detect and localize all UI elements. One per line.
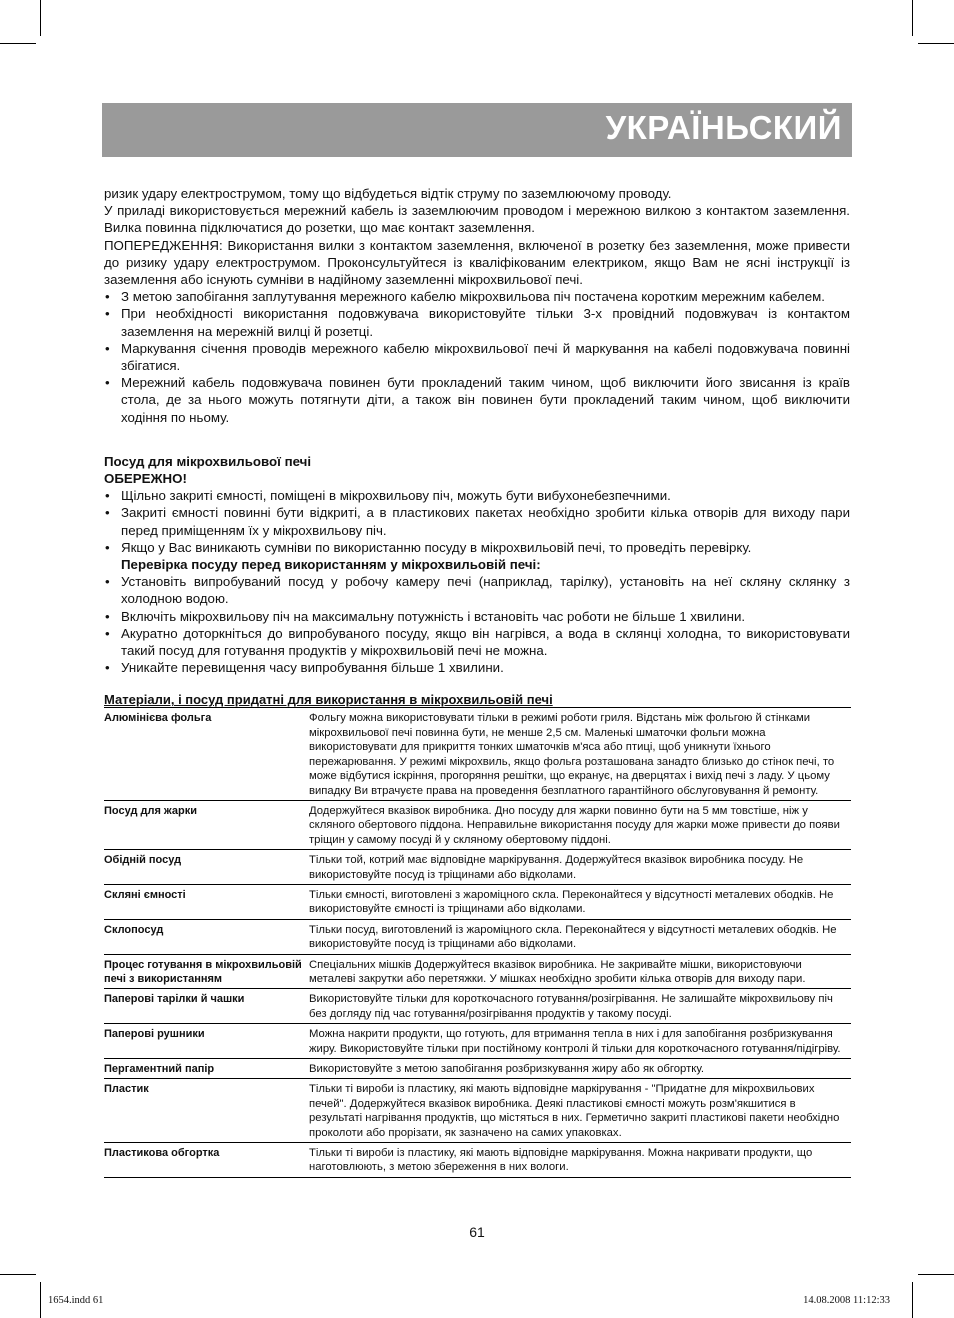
table-row: Паперові рушники Можна накрити продукти, що готують, для втримання тепла в них і для запобігання розбризкування жиру. Використовуйте тільки при постійному контролі й тільки для короткочасного готування/підігріву. xyxy=(104,1024,851,1059)
materials-table xyxy=(104,707,851,1177)
crop-mark xyxy=(40,0,41,36)
crop-mark xyxy=(40,1282,41,1318)
warning-label: ОБЕРЕЖНО! xyxy=(104,471,187,487)
crop-mark xyxy=(0,1274,36,1275)
language-header-bar xyxy=(102,103,852,157)
table-title: Матеріали, і посуд придатні для використання в мікрохвильовій печі xyxy=(104,692,553,708)
list-item: • При необхідності використання подовжувача використовуйте тільки 3-х провідний подовжувач із контактом заземлення на мережній вилці й розетці. xyxy=(105,306,850,339)
list-item: • Щільно закриті ємності, поміщені в мікрохвильову піч, можуть бути вибухонебезпечними. xyxy=(105,488,671,504)
table-row: Скляні ємності Тільки ємності, виготовлені з жароміцного скла. Переконайтеся у відсутності металевих ободків. Не використовуйте ємності із тріщинами або відколами. xyxy=(104,884,851,919)
intro-paragraph: ПОПЕРЕДЖЕННЯ: Використання вилки з контактом заземлення, включеної в розетку без заземлення, може привести до ризику удару електрострумом. Проконсультуйтеся із кваліфікованим електриком, якщо Вам не ясні інструкції із заземлення або існують сумніви в надійному заземленні мікрохвильової печі. xyxy=(104,237,850,288)
file-slug: 1654.indd 61 xyxy=(48,1295,104,1306)
crop-mark xyxy=(912,1282,913,1318)
page-title: УКРАЇНЬСКИЙ xyxy=(605,109,842,146)
table-row: Обідній посуд Тільки той, котрий має відповідне маркірування. Додержуйтеся вказівок виробника посуду. Не використовуйте посуд із тріщинами або відколами. xyxy=(104,850,851,885)
list-item: • Включіть мікрохвильову піч на максимальну потужність і встановіть час роботи не більше 1 хвилини. xyxy=(105,608,746,624)
list-item: • Мережний кабель подовжувача повинен бути прокладений таким чином, щоб виключити його звисання із країв стола, де за нього можуть потягнути діти, а також він повинен бути прокладений таким чином, щоб виключити ходіння по ньому. xyxy=(105,375,850,425)
date-slug: 14.08.2008 11:12:33 xyxy=(803,1295,890,1306)
test-subheading: Перевірка посуду перед використанням у мікрохвильовій печі: xyxy=(121,557,541,573)
page-number: 61 xyxy=(469,1224,485,1240)
intro-paragraph: У приладі використовується мережний кабель із заземлюючим проводом і мережною вилкою з контактом заземлення. Вилка повинна підключатися до розетки, що має контакт заземлення. xyxy=(104,203,850,236)
list-item: • Маркування січення проводів мережного кабелю мікрохвильової печі й маркування на кабелі подовжувача повинні збігатися. xyxy=(105,340,850,374)
intro-paragraph: ризик удару електрострумом, тому що відбудеться відтік струму по заземлюючому проводу. xyxy=(104,186,672,201)
crop-mark xyxy=(912,0,913,36)
list-item: • Якщо у Вас виникають сумніви по використанню посуду в мікрохвильовій печі, то проведіть перевірку. xyxy=(105,539,752,555)
test-bullet-list xyxy=(104,573,850,676)
list-item: • Уникайте перевищення часу випробування більше 1 хвилини. xyxy=(105,660,504,676)
list-item: • Акуратно доторкніться до випробуваного посуду, якщо він нагрівся, а вода в склянці холодна, то використовувати такий посуд для готування продуктів у мікрохвильовій печі не можна. xyxy=(105,625,850,659)
page-content xyxy=(104,185,850,1178)
grounding-bullet-list xyxy=(104,288,850,426)
table-row: Паперові тарілки й чашки Використовуйте тільки для короткочасного готування/розігрівання. Не залишайте мікрохвильову піч без догляду під час готування/розігрівання продуктів у такому посуді. xyxy=(104,989,851,1024)
table-row: Пластик Тільки ті вироби із пластику, які мають відповідне маркірування - "Придатне для мікрохвильових печей". Додержуйтеся вказівок виробника. Деякі пластикові ємності можуть розм'якшитися в результаті нагрівання продуктів, що містяться в них. Герметично закриті пластикові пакети необхідно проколоти або прорізати, як зазначено на самих упаковках. xyxy=(104,1079,851,1143)
section-heading: Посуд для мікрохвильової печі xyxy=(104,453,312,469)
list-item: • З метою запобігання заплутування мережного кабелю мікрохвильова піч постачена коротким мережним кабелем. xyxy=(105,289,825,305)
table-row: Пластикова обгортка Тільки ті вироби із пластику, які мають відповідне маркірування. Можна накривати продукти, що наготовлюють, з метою збереження в них вологи. xyxy=(104,1143,851,1178)
list-item: • Установіть випробуваний посуд у робочу камеру печі (наприклад, тарілку), установіть на неї скляну склянку з холодною водою. xyxy=(105,574,850,607)
list-item: • Закриті ємності повинні бути відкриті, а в пластикових пакетах необхідно зробити кілька отворів для виходу пари перед приміщенням їх у мікрохвильову піч. xyxy=(105,505,850,538)
cookware-bullet-list xyxy=(104,487,850,556)
table-row: Склопосуд Тільки посуд, виготовлений із жароміцного скла. Переконайтеся у відсутності металевих ободків. Не використовуйте посуд із тріщинами або відколами. xyxy=(104,919,851,954)
crop-mark xyxy=(918,1274,954,1275)
table-row: Посуд для жарки Додержуйтеся вказівок виробника. Дно посуду для жарки повинно бути на 5 мм товстіше, ніж у скляного обертового піддона. Неправильне використання посуду для жарки може привести до появи тріщин у самому посуді й у скляному обертовому піддоні. xyxy=(104,800,851,849)
crop-mark xyxy=(0,43,36,44)
table-row: Пергаментний папір Використовуйте з метою запобігання розбризкування жиру або як обгортку. xyxy=(104,1059,851,1079)
table-row: Процес готування в мікрохвильовій печі з використанням Спеціальних мішків Додержуйтеся вказівок виробника. Не закривайте мішки, використовуючи металеві закрутки або перетяжки. У мішках необхідно зробити кілька отворів для виходу пари. xyxy=(104,954,851,989)
table-row: Алюмінієва фольга Фольгу можна використовувати тільки в режимі роботи гриля. Відстань між фольгою й стінками мікрохвильової печі повинна бути, не менше 2,5 см. Маленькі шматочки фольги можна використовувати для прикриття тонких шматочків м'яса або птиці, щоб уникнути їхнього пережарювання. У режимі мікрохвиль, якщо фольга розташована занадто близько до стінок печі, то може відбутися іскріння, прогоряння решітки, що екранує, на дверцятах і вихід печі з ладу. У цьому випадку Ви втрачуєте права на проведення безплатного гарантійного обслуговування й ремонту. xyxy=(104,708,851,800)
crop-mark xyxy=(918,43,954,44)
